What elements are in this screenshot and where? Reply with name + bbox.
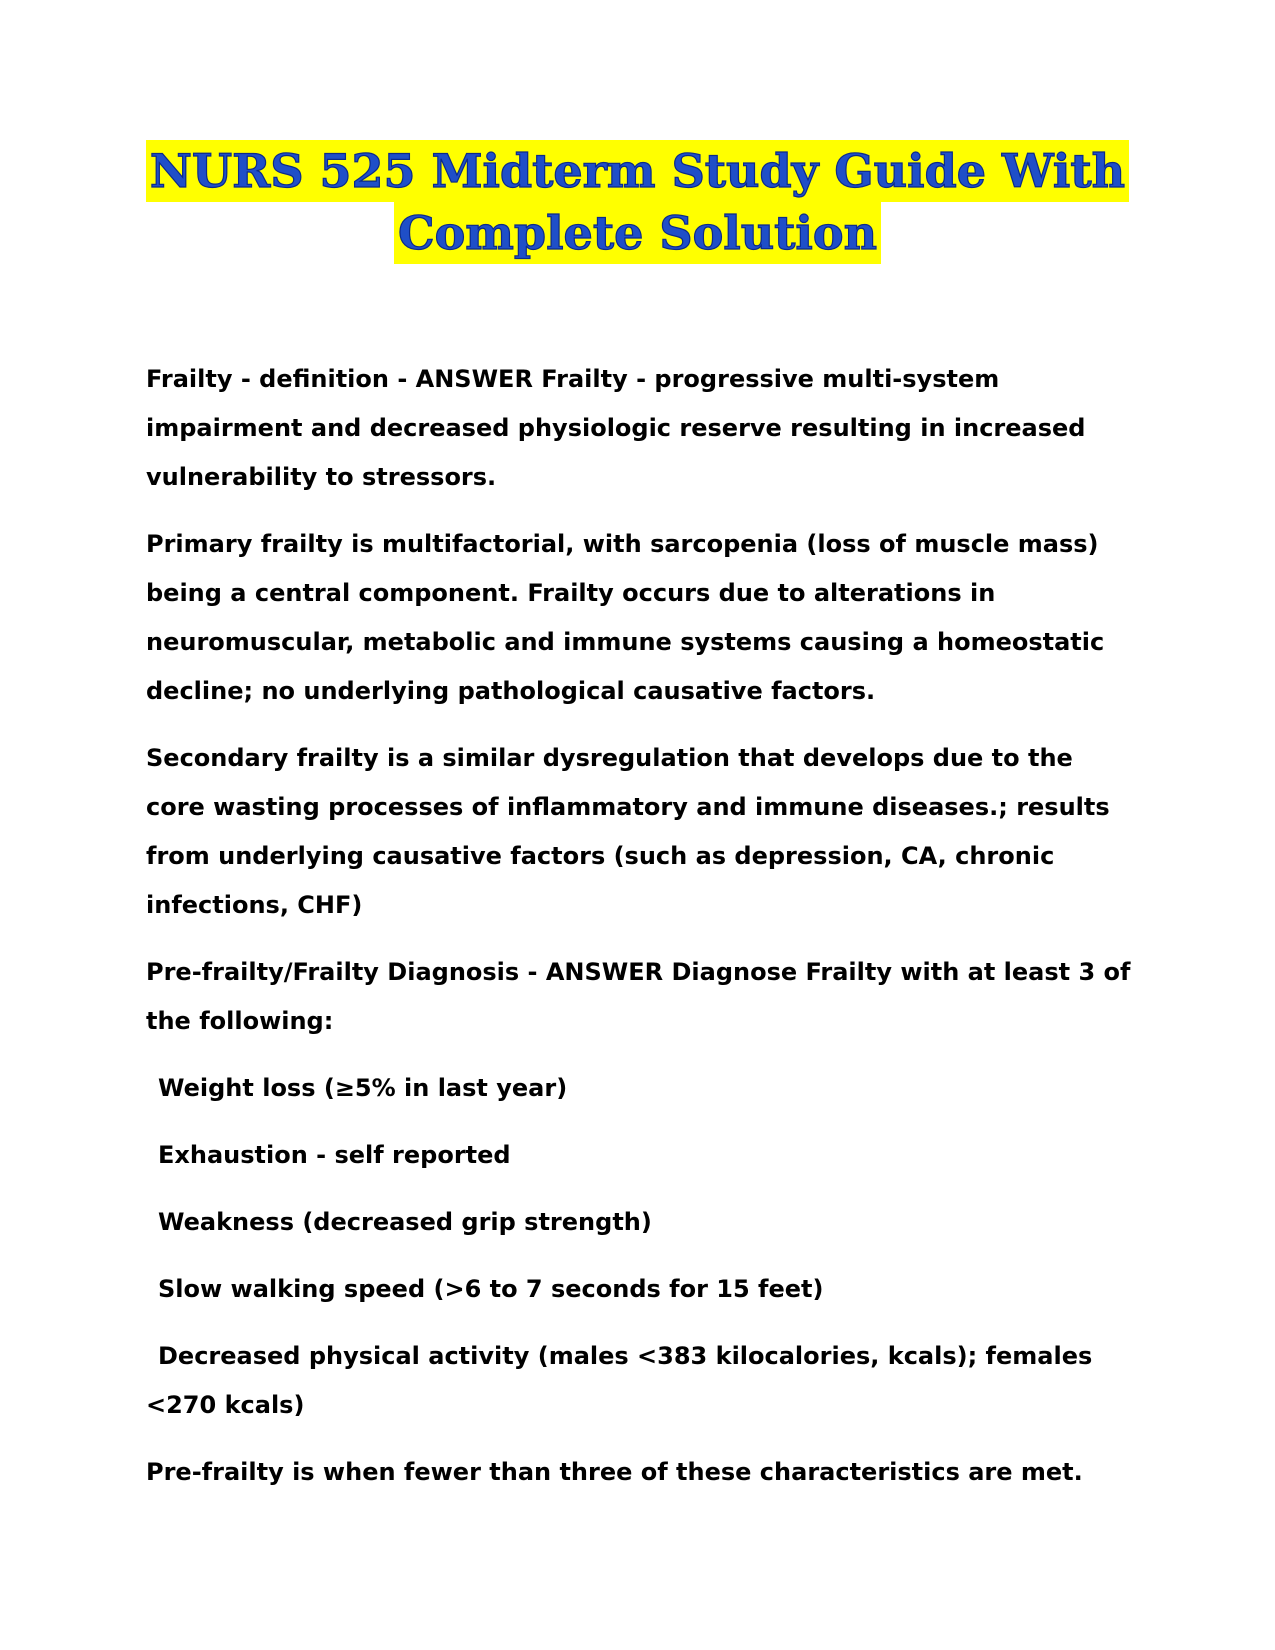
title-block [0,140,1275,264]
document-title-line-1: NURS 525 Midterm Study Guide With [146,140,1129,202]
criteria-item-weight-loss: Weight loss (≥5% in last year) [158,1074,568,1102]
criteria-item-physical-activity: Decreased physical activity (males <383 kilocalories, kcals); females <270 kcals) [146,1342,1093,1419]
criteria-item-weakness: Weakness (decreased grip strength) [158,1208,652,1236]
criteria-item-slow-walking: Slow walking speed (>6 to 7 seconds for 15 feet) [158,1275,824,1303]
paragraph-pre-frailty: Pre-frailty is when fewer than three of these characteristics are met. [146,1458,1083,1486]
document-body [146,355,1136,1515]
document-title-line-2: Complete Solution [394,202,881,264]
paragraph-frailty-definition: Frailty - definition - ANSWER Frailty - progressive multi-system impairment and decreased physiologic reserve resulting in increased vulnerability to stressors. [146,365,1086,491]
criteria-item-exhaustion: Exhaustion - self reported [158,1141,511,1169]
paragraph-primary-frailty: Primary frailty is multifactorial, with sarcopenia (loss of muscle mass) being a central component. Frailty occurs due to alterations in neuromuscular, metabolic and immune systems causing a homeostatic decline; no underlying pathological causative factors. [146,530,1105,705]
paragraph-secondary-frailty: Secondary frailty is a similar dysregulation that develops due to the core wasting processes of inflammatory and immune diseases.; results from underlying causative factors (such as depression, CA, chronic infections, CHF) [146,744,1110,919]
paragraph-frailty-diagnosis: Pre-frailty/Frailty Diagnosis - ANSWER Diagnose Frailty with at least 3 of the following: [146,958,1131,1035]
